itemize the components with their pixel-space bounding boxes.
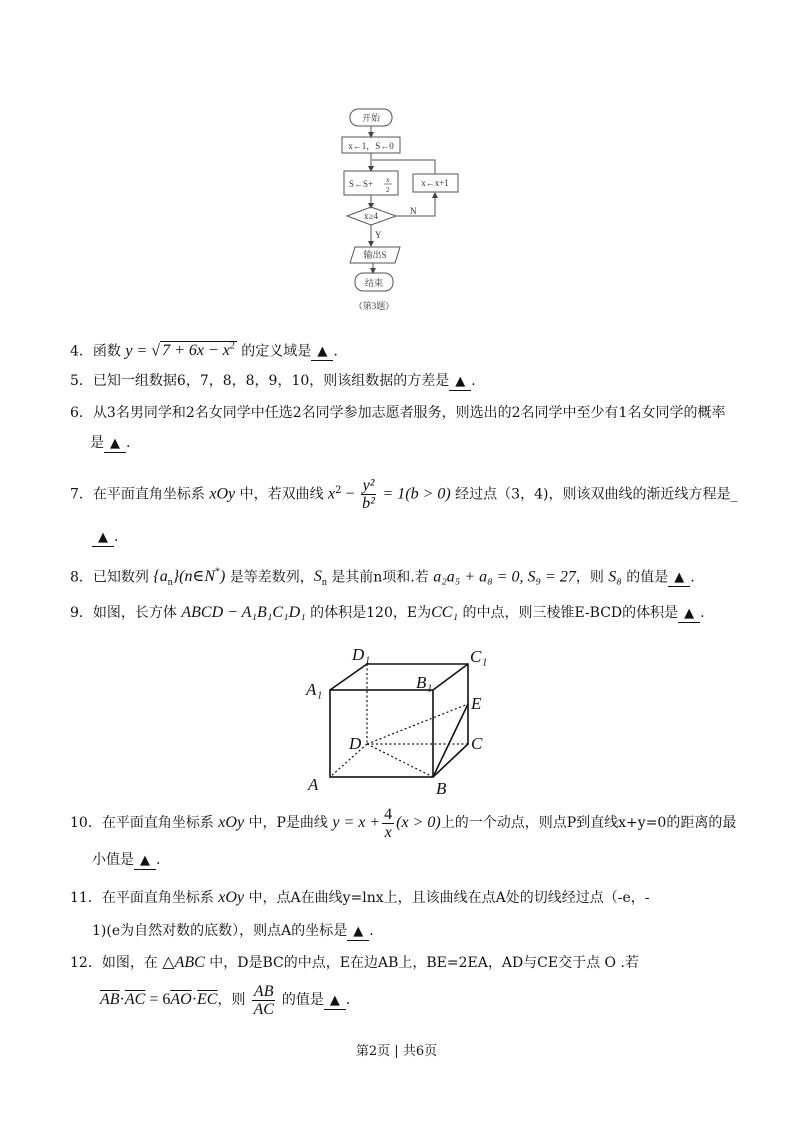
math-exponent: 2	[229, 341, 235, 352]
question-7	[70, 473, 737, 513]
question-text: 是等差数列，	[225, 569, 314, 586]
question-text: 已知一组数据6，7，8，8，9，10，则该组数据的方差是	[92, 373, 450, 389]
question-12	[70, 953, 639, 973]
math-exponent: 2	[335, 485, 342, 496]
punctuation: .	[471, 373, 476, 389]
vertex-label-d1: D₁	[352, 645, 371, 664]
math-expression: }(n∈N	[172, 568, 216, 586]
answer-blank[interactable]: ▲	[104, 436, 126, 453]
math-expression: {a	[153, 568, 168, 586]
math-expression: )	[220, 568, 226, 586]
punctuation: .	[700, 605, 705, 621]
question-text: 已知数列	[92, 569, 154, 586]
question-9	[70, 603, 705, 623]
fraction-denominator: AC	[253, 1000, 274, 1018]
fraction-numerator: 4	[384, 805, 393, 823]
fraction-denominator: b²	[362, 495, 375, 513]
fraction-denominator: x	[384, 823, 392, 841]
question-text: ，则	[575, 569, 609, 586]
vector-ao: $\overline{AO}$	[170, 991, 192, 1008]
math-expression: △ABC	[162, 954, 205, 971]
fraction-numerator: y²	[362, 477, 375, 495]
answer-blank[interactable]: ▲	[324, 993, 346, 1010]
vector-ac: $\overline{AC}$	[124, 991, 146, 1008]
question-number: 11．	[70, 890, 102, 906]
vertex-label-a: A	[308, 775, 319, 794]
question-number: 4．	[70, 343, 93, 360]
flow-start-label: 开始	[361, 113, 381, 123]
question-text: 从3名男同学和2名女同学中任选2名同学参加志愿者服务，则选出的2名同学中至少有1名女同学的概率	[92, 405, 726, 421]
math-subscript: n	[321, 577, 327, 589]
question-6	[70, 403, 725, 423]
question-text: 中，P是曲线	[244, 815, 333, 831]
flow-update-label: S←S+	[349, 179, 374, 189]
vertex-label-c: C	[471, 734, 483, 753]
vector-ab: $\overline{AB}$	[100, 991, 120, 1008]
math-expression: S₈	[608, 568, 622, 586]
question-text: 中，D是BC的中点，E在边AB上，BE=2EA，AD与CE交于点 O .若	[204, 955, 639, 971]
question-text: 经过点（3，4)，则该双曲线的渐近线方程是_	[450, 486, 738, 503]
question-8	[70, 563, 695, 594]
answer-blank[interactable]: ▲	[678, 606, 700, 623]
question-5	[70, 371, 476, 391]
question-text: 在平面直角坐标系	[101, 890, 219, 906]
answer-blank[interactable]: ▲	[134, 853, 156, 870]
math-expression: = 1(b > 0)	[378, 485, 451, 503]
answer-blank[interactable]: ▲	[92, 530, 114, 547]
flow-caption: （第3题）	[353, 301, 395, 311]
question-text: 中，若双曲线	[235, 486, 329, 503]
math-expression: xOy	[209, 485, 236, 503]
flow-output-label: 输出S	[363, 250, 387, 260]
flow-increment-label: x←x+1	[421, 178, 449, 188]
answer-blank[interactable]: ▲	[347, 924, 369, 941]
math-expression: xOy	[218, 889, 245, 906]
punctuation: .	[333, 343, 338, 360]
question-number: 7．	[70, 486, 93, 503]
vertex-label-b: B	[436, 779, 447, 798]
math-subscript: n	[167, 577, 173, 589]
math-operator: = 6	[145, 991, 171, 1008]
math-exponent: *	[215, 567, 221, 578]
question-10	[70, 805, 736, 841]
page-footer: 第2页 | 共6页	[355, 1044, 438, 1059]
flow-yes-label: Y	[375, 230, 382, 240]
flow-no-label: N	[410, 206, 417, 216]
flow-update-den: 2	[386, 186, 390, 194]
question-number: 6．	[70, 405, 93, 421]
question-text: ，则	[217, 992, 250, 1008]
answer-blank[interactable]: ▲	[311, 344, 333, 361]
answer-blank[interactable]: ▲	[668, 570, 690, 587]
math-expression: CC₁	[431, 604, 458, 621]
punctuation: .	[126, 435, 131, 451]
question-text: 的值是	[621, 569, 669, 586]
math-operator: −	[341, 485, 359, 503]
question-number: 12．	[70, 955, 102, 971]
vertex-label-b1: B₁	[416, 673, 433, 692]
flow-condition-label: x≥4	[364, 211, 378, 221]
math-expression: (x > 0)	[396, 814, 441, 831]
math-expression: S	[313, 568, 322, 586]
question-text: 在平面直角坐标系	[92, 486, 210, 503]
answer-blank[interactable]: ▲	[449, 374, 471, 391]
question-text: 1)(e为自然对数的底数），则点A的坐标是	[92, 923, 348, 939]
punctuation: .	[345, 992, 351, 1008]
question-6-cont	[90, 433, 130, 453]
vertex-label-c1: C₁	[470, 647, 488, 666]
question-number: 5．	[70, 373, 93, 389]
vertex-label-e: E	[471, 694, 482, 713]
math-expression: xOy	[218, 814, 245, 831]
question-text: 上的一个动点，则点P到直线x+y=0的距离的最	[440, 815, 737, 831]
flow-update-num: x	[386, 176, 390, 184]
question-number: 10．	[70, 815, 102, 831]
question-12-cont	[100, 980, 350, 1020]
question-text: 是	[90, 435, 104, 451]
math-expression: y = x +	[332, 814, 381, 831]
cuboid-figure	[300, 640, 500, 800]
question-text: 函数	[92, 343, 126, 360]
question-text: 中，点A在曲线y=lnx上，且该曲线在点A处的切线经过点（-e，-	[244, 890, 650, 906]
question-text: 在平面直角坐标系	[101, 815, 219, 831]
question-7-cont	[92, 527, 118, 547]
question-number: 8．	[70, 569, 93, 586]
question-10-cont	[92, 850, 160, 870]
punctuation: .	[114, 529, 119, 545]
question-number: 9．	[70, 605, 93, 621]
question-text: 的值是	[277, 992, 324, 1008]
math-expression: y =	[125, 342, 152, 360]
punctuation: .	[156, 852, 161, 868]
flow-init-label: x←1，S←0	[348, 141, 394, 151]
question-text: 如图，长方体	[92, 605, 182, 621]
vector-ec: $\overline{EC}$	[197, 991, 218, 1008]
question-11	[70, 888, 650, 908]
math-expression: ABCD − A₁B₁C₁D₁	[181, 604, 306, 621]
math-operator: ·	[119, 991, 125, 1008]
question-text: 的中点，则三棱锥E-BCD的体积是	[458, 605, 679, 621]
question-text: 小值是	[92, 852, 134, 868]
punctuation: .	[690, 569, 695, 586]
fraction-numerator: AB	[253, 982, 274, 1000]
question-text: 的体积是120，E为	[305, 605, 432, 621]
question-text: 的定义域是	[236, 343, 312, 360]
vertex-label-a1: A₁	[306, 680, 323, 699]
flowchart-figure	[330, 100, 470, 315]
math-expression: a₂a₅ + a₈ = 0, S₉ = 27	[433, 568, 576, 586]
math-operator: ·	[191, 991, 198, 1008]
question-text: 如图，在	[101, 955, 163, 971]
math-radicand: 7 + 6x − x	[162, 342, 230, 360]
question-11-cont	[92, 921, 374, 941]
question-text: 是其前n项和.若	[326, 569, 434, 586]
math-expression: x	[328, 485, 336, 503]
vertex-label-d: D	[349, 734, 362, 753]
question-4: 4．函数 y = √ $7 + 6x - x^2$ 的定义域是 ▲ .	[70, 341, 338, 360]
punctuation: .	[369, 923, 374, 939]
flow-end-label: 结束	[364, 278, 384, 288]
